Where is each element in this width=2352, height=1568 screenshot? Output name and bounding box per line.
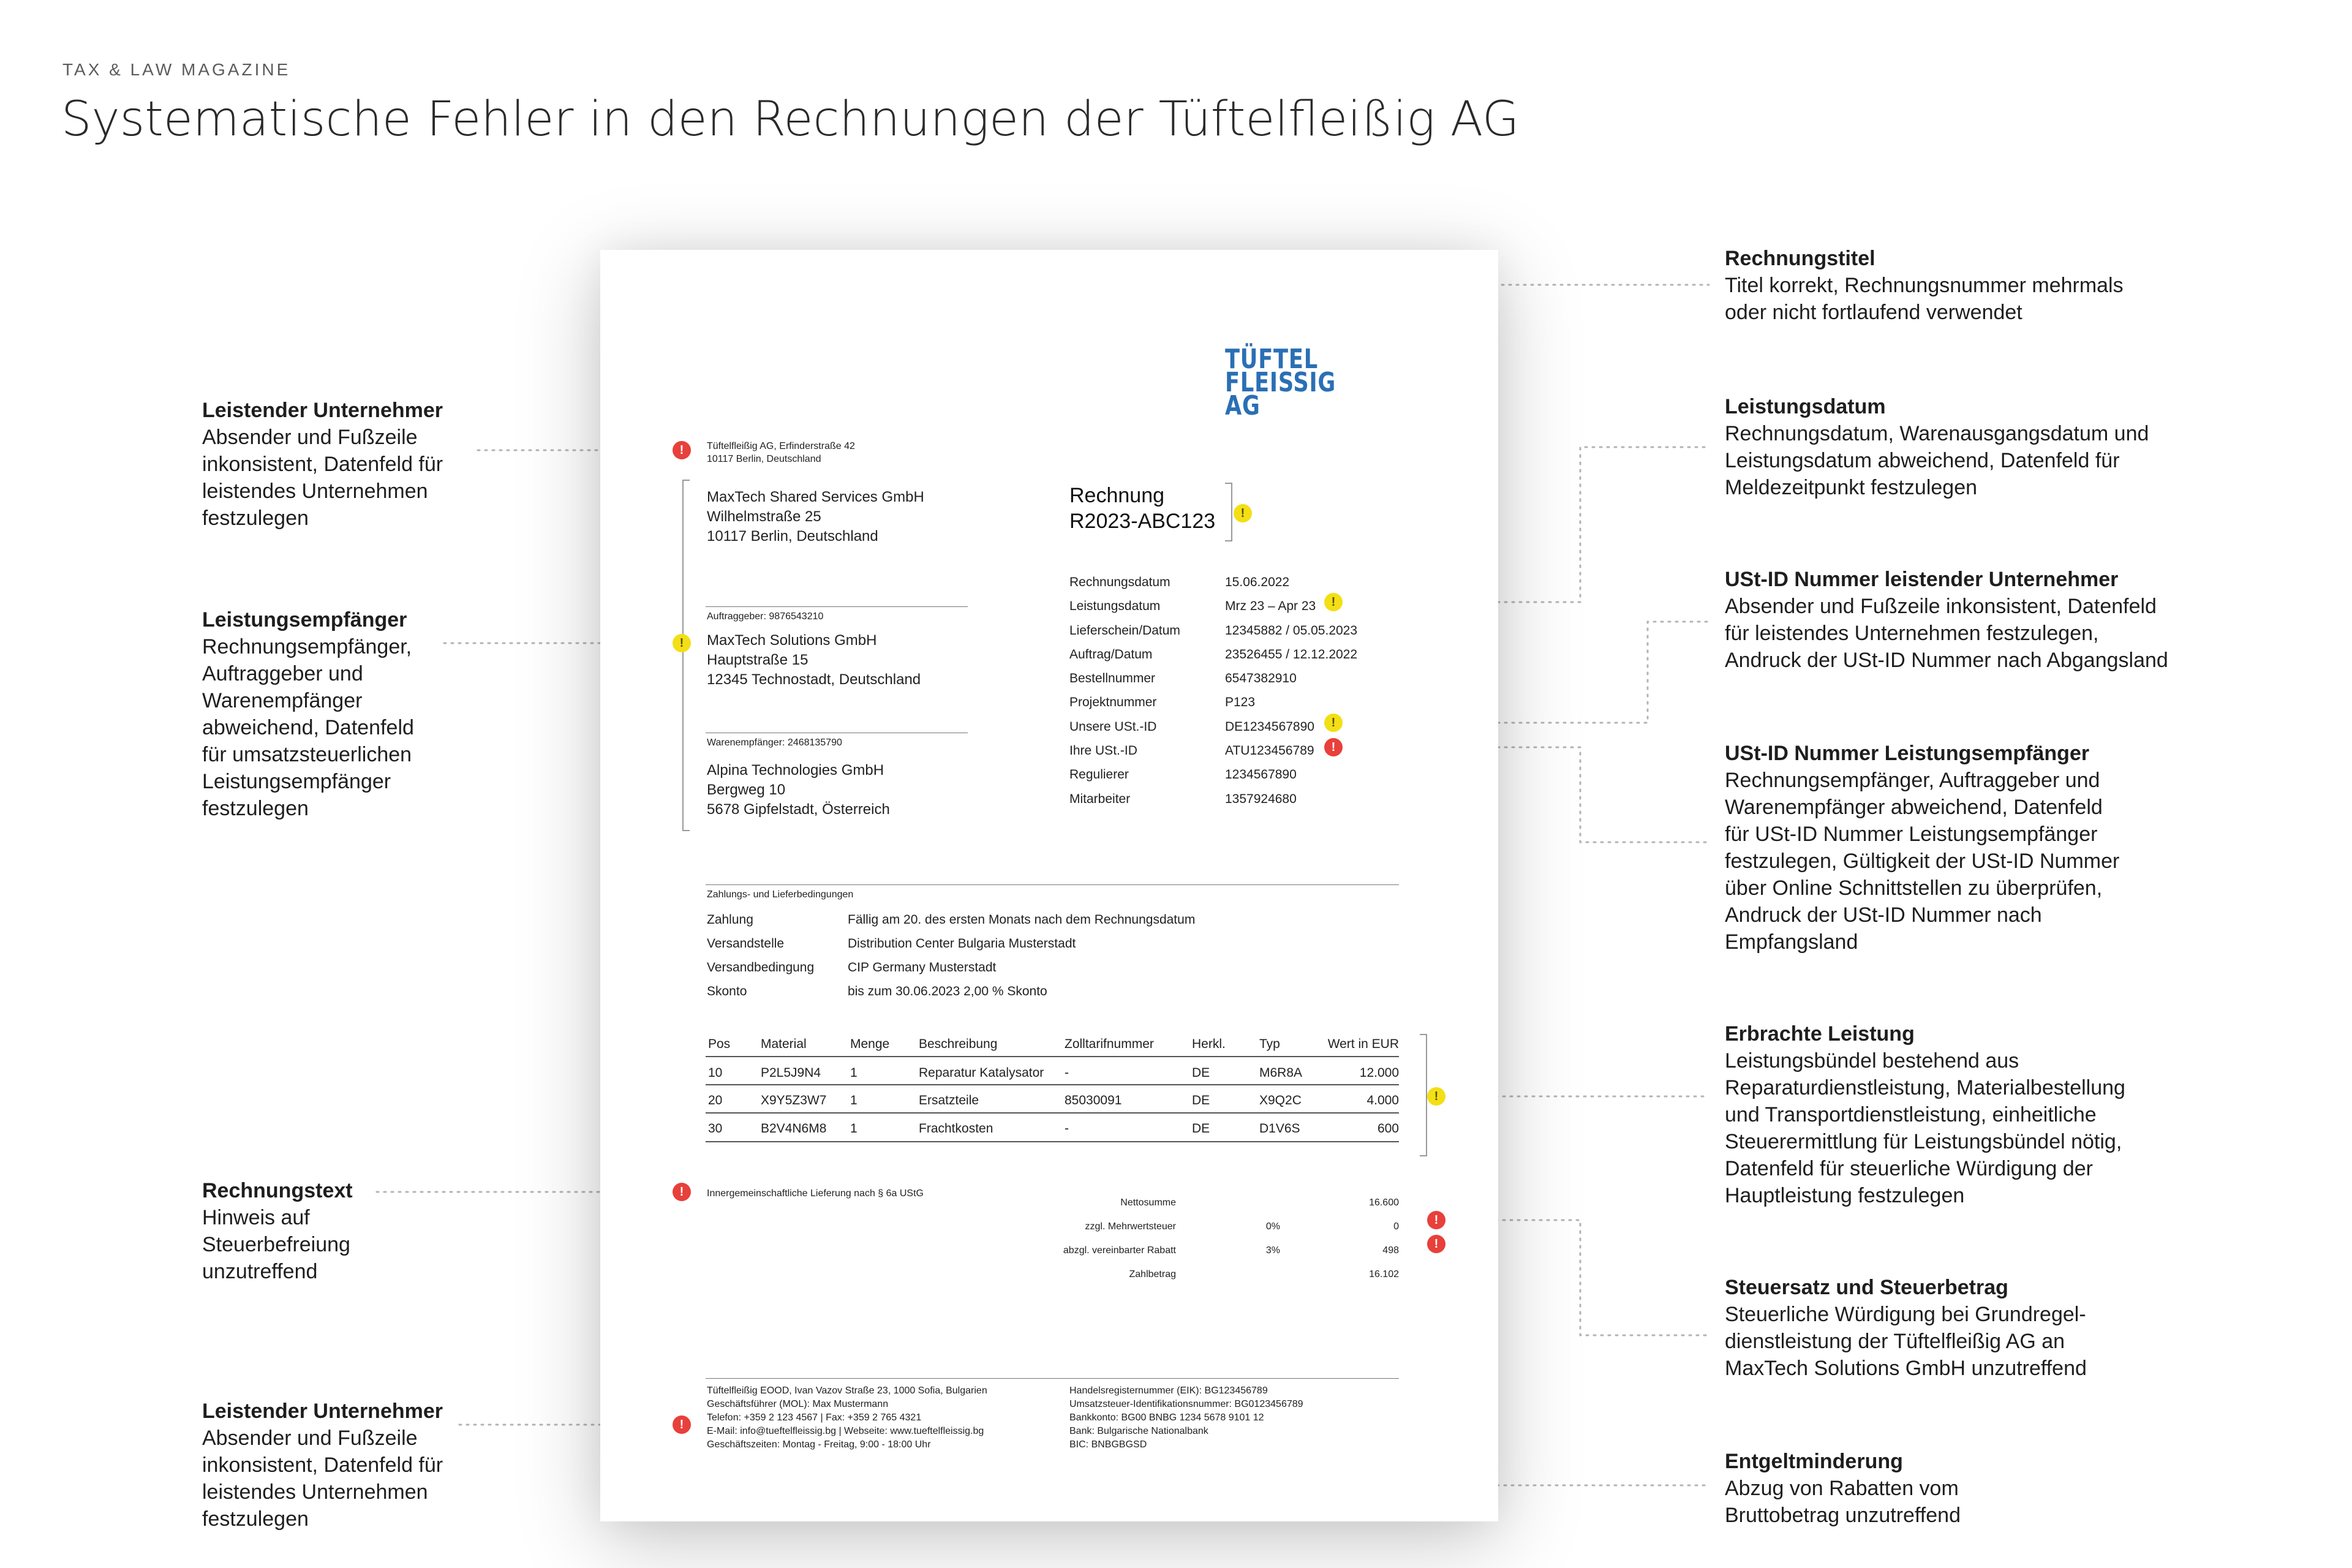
recipient-address — [707, 488, 924, 546]
terms-labels — [707, 908, 814, 1003]
footer-line: Bank: Bulgarische Nationalbank — [1069, 1426, 1208, 1436]
note-title: Leistender Unternehmer — [202, 399, 443, 422]
logo-line: TÜFTEL — [1225, 344, 1318, 375]
note-line: Leistungsempfänger — [202, 770, 391, 793]
total-rate — [1237, 1191, 1280, 1215]
note-line: Leistungsdatum abweichend, Datenfeld für — [1725, 449, 2120, 472]
note-line: unzutreffend — [202, 1260, 318, 1283]
address-line: Bergweg 10 — [707, 782, 786, 798]
terms-values — [848, 908, 1195, 1003]
footer-line: Umsatzsteuer-Identifikationsnummer: BG0123456789 — [1069, 1399, 1303, 1409]
invoice-title: Rechnung — [1069, 484, 1165, 507]
warenempfaenger-label: Warenempfänger: 2468135790 — [707, 737, 842, 748]
note-line: für leistendes Unternehmen festzulegen, — [1725, 622, 2099, 645]
totals-labels — [968, 1191, 1176, 1286]
logo-line: FLEISSIG — [1225, 367, 1336, 398]
invoice-page — [600, 250, 1498, 1521]
table-header-value: Wert in EUR — [1327, 1037, 1399, 1051]
meta-value: 1234567890 — [1225, 767, 1297, 782]
address-bracket — [682, 480, 690, 831]
table-cell: DE — [1192, 1066, 1210, 1080]
table-cell: Ersatzteile — [919, 1093, 979, 1107]
total-rate: 3% — [1265, 1245, 1280, 1256]
footer-line: E-Mail: info@tueftelfleissig.bg | Webseite: www.tueftelfleissig.bg — [707, 1426, 984, 1436]
warning-marker[interactable]: ! — [1427, 1087, 1446, 1106]
note-line: Abzug von Rabatten vom — [1725, 1477, 1959, 1500]
note-title: Erbrachte Leistung — [1725, 1022, 1915, 1046]
note-line: Datenfeld für steuerliche Würdigung der — [1725, 1157, 2093, 1180]
footer-line: Geschäftsführer (MOL): Max Mustermann — [707, 1399, 889, 1409]
note-title: Entgeltminderung — [1725, 1450, 1903, 1473]
note-line: Leistungsbündel bestehend aus — [1725, 1049, 2019, 1072]
terms-value: Distribution Center Bulgaria Musterstadt — [848, 937, 1076, 951]
sender-text: Tüftelfleißig AG, Erfinderstraße 42 — [707, 441, 855, 451]
table-header-material: Material — [761, 1037, 807, 1051]
footer-line: Bankkonto: BG00 BNBG 1234 5678 9101 12 — [1069, 1412, 1264, 1423]
note-line: Reparaturdienstleistung, Materialbestellung — [1725, 1076, 2125, 1099]
error-marker[interactable]: ! — [673, 1415, 691, 1434]
note-ustid-recipient — [1725, 740, 2215, 956]
meta-labels — [1069, 570, 1180, 811]
address-line: Wilhelmstraße 25 — [707, 508, 821, 525]
meta-value: ATU123456789 — [1225, 744, 1314, 758]
note-line: Steuerbefreiung — [202, 1233, 350, 1256]
divider — [706, 1378, 1399, 1379]
page-title: Systematische Fehler in den Rechnungen der Tüftelfleißig AG — [61, 92, 1520, 147]
note-title: USt-ID Nummer Leistungsempfänger — [1725, 742, 2090, 765]
table-cell: DE — [1192, 1093, 1210, 1107]
total-label: Zahlbetrag — [1129, 1269, 1176, 1280]
footer-line: Handelsregisternummer (EIK): BG123456789 — [1069, 1385, 1268, 1396]
meta-label: Ihre USt.-ID — [1069, 744, 1137, 758]
table-cell: - — [1065, 1121, 1069, 1136]
note-line: Meldezeitpunkt festzulegen — [1725, 476, 1978, 499]
meta-value: 15.06.2022 — [1225, 575, 1290, 589]
terms-value: Fällig am 20. des ersten Monats nach dem Rechnungsdatum — [848, 913, 1196, 927]
invoice-text: Innergemeinschaftliche Lieferung nach § 6a UStG — [707, 1188, 924, 1199]
note-title: Rechnungstext — [202, 1179, 353, 1202]
meta-label: Auftrag/Datum — [1069, 647, 1153, 662]
note-sender — [202, 397, 490, 532]
footer-right — [1069, 1384, 1303, 1452]
divider — [706, 1112, 1399, 1114]
table-cell: B2V4N6M8 — [761, 1121, 827, 1136]
meta-value: 12345882 / 05.05.2023 — [1225, 623, 1358, 638]
total-value: 16.600 — [1369, 1197, 1399, 1208]
total-label: abzgl. vereinbarter Rabatt — [1063, 1245, 1176, 1256]
meta-value: 6547382910 — [1225, 671, 1297, 686]
note-line: leistendes Unternehmen — [202, 480, 428, 503]
sender-line — [707, 440, 855, 466]
warning-marker[interactable]: ! — [1324, 714, 1343, 732]
table-header-pos: Pos — [708, 1037, 731, 1051]
note-line: für USt-ID Nummer Leistungsempfänger — [1725, 823, 2098, 846]
table-cell: 600 — [1377, 1121, 1399, 1136]
table-header-quantity: Menge — [850, 1037, 890, 1051]
divider — [706, 606, 968, 607]
total-value: 498 — [1382, 1245, 1399, 1256]
table-cell: Frachtkosten — [919, 1121, 993, 1136]
table-cell: 20 — [708, 1093, 723, 1107]
note-line: abweichend, Datenfeld — [202, 716, 414, 739]
meta-label: Unsere USt.-ID — [1069, 719, 1157, 734]
note-title: Leistungsdatum — [1725, 395, 1886, 418]
meta-label: Regulierer — [1069, 767, 1129, 782]
note-title: Steuersatz und Steuerbetrag — [1725, 1276, 2008, 1299]
meta-label: Rechnungsdatum — [1069, 575, 1170, 589]
note-line: inkonsistent, Datenfeld für — [202, 453, 443, 476]
note-line: dienstleistung der Tüftelfleißig AG an — [1725, 1330, 2065, 1353]
total-rate — [1237, 1262, 1280, 1286]
footer-line: Geschäftszeiten: Montag - Freitag, 9:00 - 18:00 Uhr — [707, 1439, 931, 1450]
meta-value: DE1234567890 — [1225, 719, 1314, 734]
warning-marker[interactable]: ! — [1234, 504, 1252, 522]
terms-title: Zahlungs- und Lieferbedingungen — [707, 889, 854, 900]
note-line: inkonsistent, Datenfeld für — [202, 1453, 443, 1477]
terms-label: Skonto — [707, 984, 747, 998]
divider — [706, 1056, 1399, 1057]
meta-label: Projektnummer — [1069, 695, 1157, 710]
warning-marker[interactable]: ! — [1324, 593, 1343, 611]
invoice-title-block — [1069, 483, 1215, 534]
note-line: leistendes Unternehmen — [202, 1480, 428, 1504]
total-label: zzgl. Mehrwertsteuer — [1085, 1221, 1176, 1232]
address-line: 5678 Gipfelstadt, Österreich — [707, 801, 890, 818]
error-marker[interactable]: ! — [1427, 1235, 1446, 1253]
title-bracket — [1225, 483, 1232, 541]
footer-line: BIC: BNBGBGSD — [1069, 1439, 1147, 1450]
note-service-date — [1725, 393, 2215, 501]
magazine-label: TAX & LAW MAGAZINE — [62, 60, 291, 79]
note-line: oder nicht fortlaufend verwendet — [1725, 301, 2022, 324]
terms-label: Versandbedingung — [707, 960, 815, 974]
invoice-number: R2023-ABC123 — [1069, 510, 1216, 533]
auftraggeber-label: Auftraggeber: 9876543210 — [707, 611, 824, 622]
note-discount — [1725, 1448, 2215, 1529]
terms-label: Zahlung — [707, 913, 753, 927]
note-line: festzulegen — [202, 1507, 309, 1531]
error-marker[interactable]: ! — [1324, 738, 1343, 756]
note-line: Andruck der USt-ID Nummer nach Abgangsland — [1725, 649, 2168, 672]
table-cell: 10 — [708, 1066, 723, 1080]
note-line: Steuerliche Würdigung bei Grundregel- — [1725, 1303, 2086, 1326]
divider — [706, 884, 1399, 885]
note-title: Leistender Unternehmer — [202, 1400, 443, 1423]
note-line: Empfangsland — [1725, 930, 1858, 954]
note-line: Andruck der USt-ID Nummer nach — [1725, 903, 2042, 927]
auftraggeber-address — [707, 631, 921, 690]
table-cell: P2L5J9N4 — [761, 1066, 821, 1080]
note-line: festzulegen — [202, 797, 309, 820]
terms-value: bis zum 30.06.2023 2,00 % Skonto — [848, 984, 1047, 998]
meta-value: Mrz 23 – Apr 23 — [1225, 599, 1316, 614]
meta-value: 1357924680 — [1225, 791, 1297, 806]
table-cell: X9Y5Z3W7 — [761, 1093, 827, 1107]
warenempfaenger-address — [707, 761, 890, 820]
meta-label: Lieferschein/Datum — [1069, 623, 1180, 638]
total-label: Nettosumme — [1120, 1197, 1176, 1208]
note-line: Warenempfänger abweichend, Datenfeld — [1725, 796, 2103, 819]
note-line: Hinweis auf — [202, 1206, 310, 1229]
logo-line: AG — [1225, 390, 1261, 421]
totals-rates — [1237, 1191, 1280, 1286]
note-line: und Transportdienstleistung, einheitliche — [1725, 1103, 2097, 1126]
total-rate: 0% — [1265, 1221, 1280, 1232]
note-line: festzulegen — [202, 507, 309, 530]
note-line: MaxTech Solutions GmbH unzutreffend — [1725, 1357, 2087, 1380]
total-value: 0 — [1393, 1221, 1399, 1232]
meta-value: 23526455 / 12.12.2022 — [1225, 647, 1358, 662]
meta-label: Leistungsdatum — [1069, 599, 1161, 614]
note-tax — [1725, 1274, 2215, 1382]
note-title: USt-ID Nummer leistender Unternehmer — [1725, 568, 2119, 591]
note-title: Rechnungstitel — [1725, 247, 1875, 270]
meta-label: Bestellnummer — [1069, 671, 1156, 686]
note-line: Rechnungsempfänger, Auftraggeber und — [1725, 769, 2100, 792]
table-cell: M6R8A — [1259, 1066, 1303, 1080]
note-line: Warenempfänger — [202, 689, 363, 712]
divider — [706, 1141, 1399, 1142]
note-title-number — [1725, 245, 2215, 326]
table-cell: 1 — [850, 1066, 858, 1080]
table-cell: 1 — [850, 1093, 858, 1107]
address-line: MaxTech Shared Services GmbH — [707, 489, 924, 505]
note-line: Steuerermittlung für Leistungsbündel nötig, — [1725, 1130, 2122, 1153]
terms-label: Versandstelle — [707, 937, 785, 951]
table-cell: 1 — [850, 1121, 858, 1136]
totals-values — [1338, 1191, 1399, 1286]
table-cell: 85030091 — [1065, 1093, 1122, 1107]
table-cell: 4.000 — [1366, 1093, 1399, 1107]
address-line: Alpina Technologies GmbH — [707, 762, 884, 778]
sender-text: 10117 Berlin, Deutschland — [707, 454, 821, 464]
footer-line: Tüftelfleißig EOOD, Ivan Vazov Straße 23, 1000 Sofia, Bulgarien — [707, 1385, 987, 1396]
error-marker[interactable]: ! — [673, 441, 691, 459]
table-header-description: Beschreibung — [919, 1037, 998, 1051]
note-line: über Online Schnittstellen zu überprüfen, — [1725, 876, 2103, 900]
note-recipient — [202, 606, 490, 822]
table-cell: X9Q2C — [1259, 1093, 1302, 1107]
table-header-type: Typ — [1259, 1037, 1280, 1051]
footer-line: Telefon: +359 2 123 4567 | Fax: +359 2 765 4321 — [707, 1412, 922, 1423]
note-line: Absender und Fußzeile — [202, 1427, 418, 1450]
note-line: Rechnungsempfänger, — [202, 635, 412, 658]
note-ustid-sender — [1725, 566, 2215, 674]
address-line: MaxTech Solutions GmbH — [707, 632, 877, 649]
table-cell: - — [1065, 1066, 1069, 1080]
note-line: festzulegen, Gültigkeit der USt-ID Nummer — [1725, 850, 2120, 873]
footer-left — [707, 1384, 987, 1452]
terms-value: CIP Germany Musterstadt — [848, 960, 997, 974]
table-cell: Reparatur Katalysator — [919, 1066, 1044, 1080]
note-line: Titel korrekt, Rechnungsnummer mehrmals — [1725, 274, 2124, 297]
note-service — [1725, 1020, 2215, 1209]
table-cell: DE — [1192, 1121, 1210, 1136]
meta-value: P123 — [1225, 695, 1256, 710]
table-cell: 30 — [708, 1121, 723, 1136]
company-logo — [1225, 344, 1336, 421]
address-line: Hauptstraße 15 — [707, 652, 809, 668]
note-title: Leistungsempfänger — [202, 608, 407, 631]
note-line: Hauptleistung festzulegen — [1725, 1184, 1965, 1207]
address-line: 10117 Berlin, Deutschland — [707, 528, 878, 545]
table-cell: D1V6S — [1259, 1121, 1300, 1136]
note-line: Absender und Fußzeile — [202, 426, 418, 449]
note-footer — [202, 1398, 490, 1532]
address-line: 12345 Technostadt, Deutschland — [707, 671, 921, 688]
note-line: Rechnungsdatum, Warenausgangsdatum und — [1725, 422, 2149, 445]
note-line: Auftraggeber und — [202, 662, 363, 685]
total-value: 16.102 — [1369, 1269, 1399, 1280]
table-header-tariff: Zolltarifnummer — [1065, 1037, 1154, 1051]
table-header-origin: Herkl. — [1192, 1037, 1226, 1051]
error-marker[interactable]: ! — [673, 1183, 691, 1201]
meta-label: Mitarbeiter — [1069, 791, 1131, 806]
note-line: für umsatzsteuerlichen — [202, 743, 412, 766]
note-line: Absender und Fußzeile inkonsistent, Datenfeld — [1725, 595, 2157, 618]
error-marker[interactable]: ! — [1427, 1211, 1446, 1229]
warning-marker[interactable]: ! — [673, 634, 691, 652]
table-bracket — [1420, 1034, 1427, 1156]
table-cell: 12.000 — [1359, 1066, 1399, 1080]
note-invoice-text — [202, 1177, 490, 1285]
divider — [706, 1084, 1399, 1085]
note-line: Bruttobetrag unzutreffend — [1725, 1504, 1961, 1527]
